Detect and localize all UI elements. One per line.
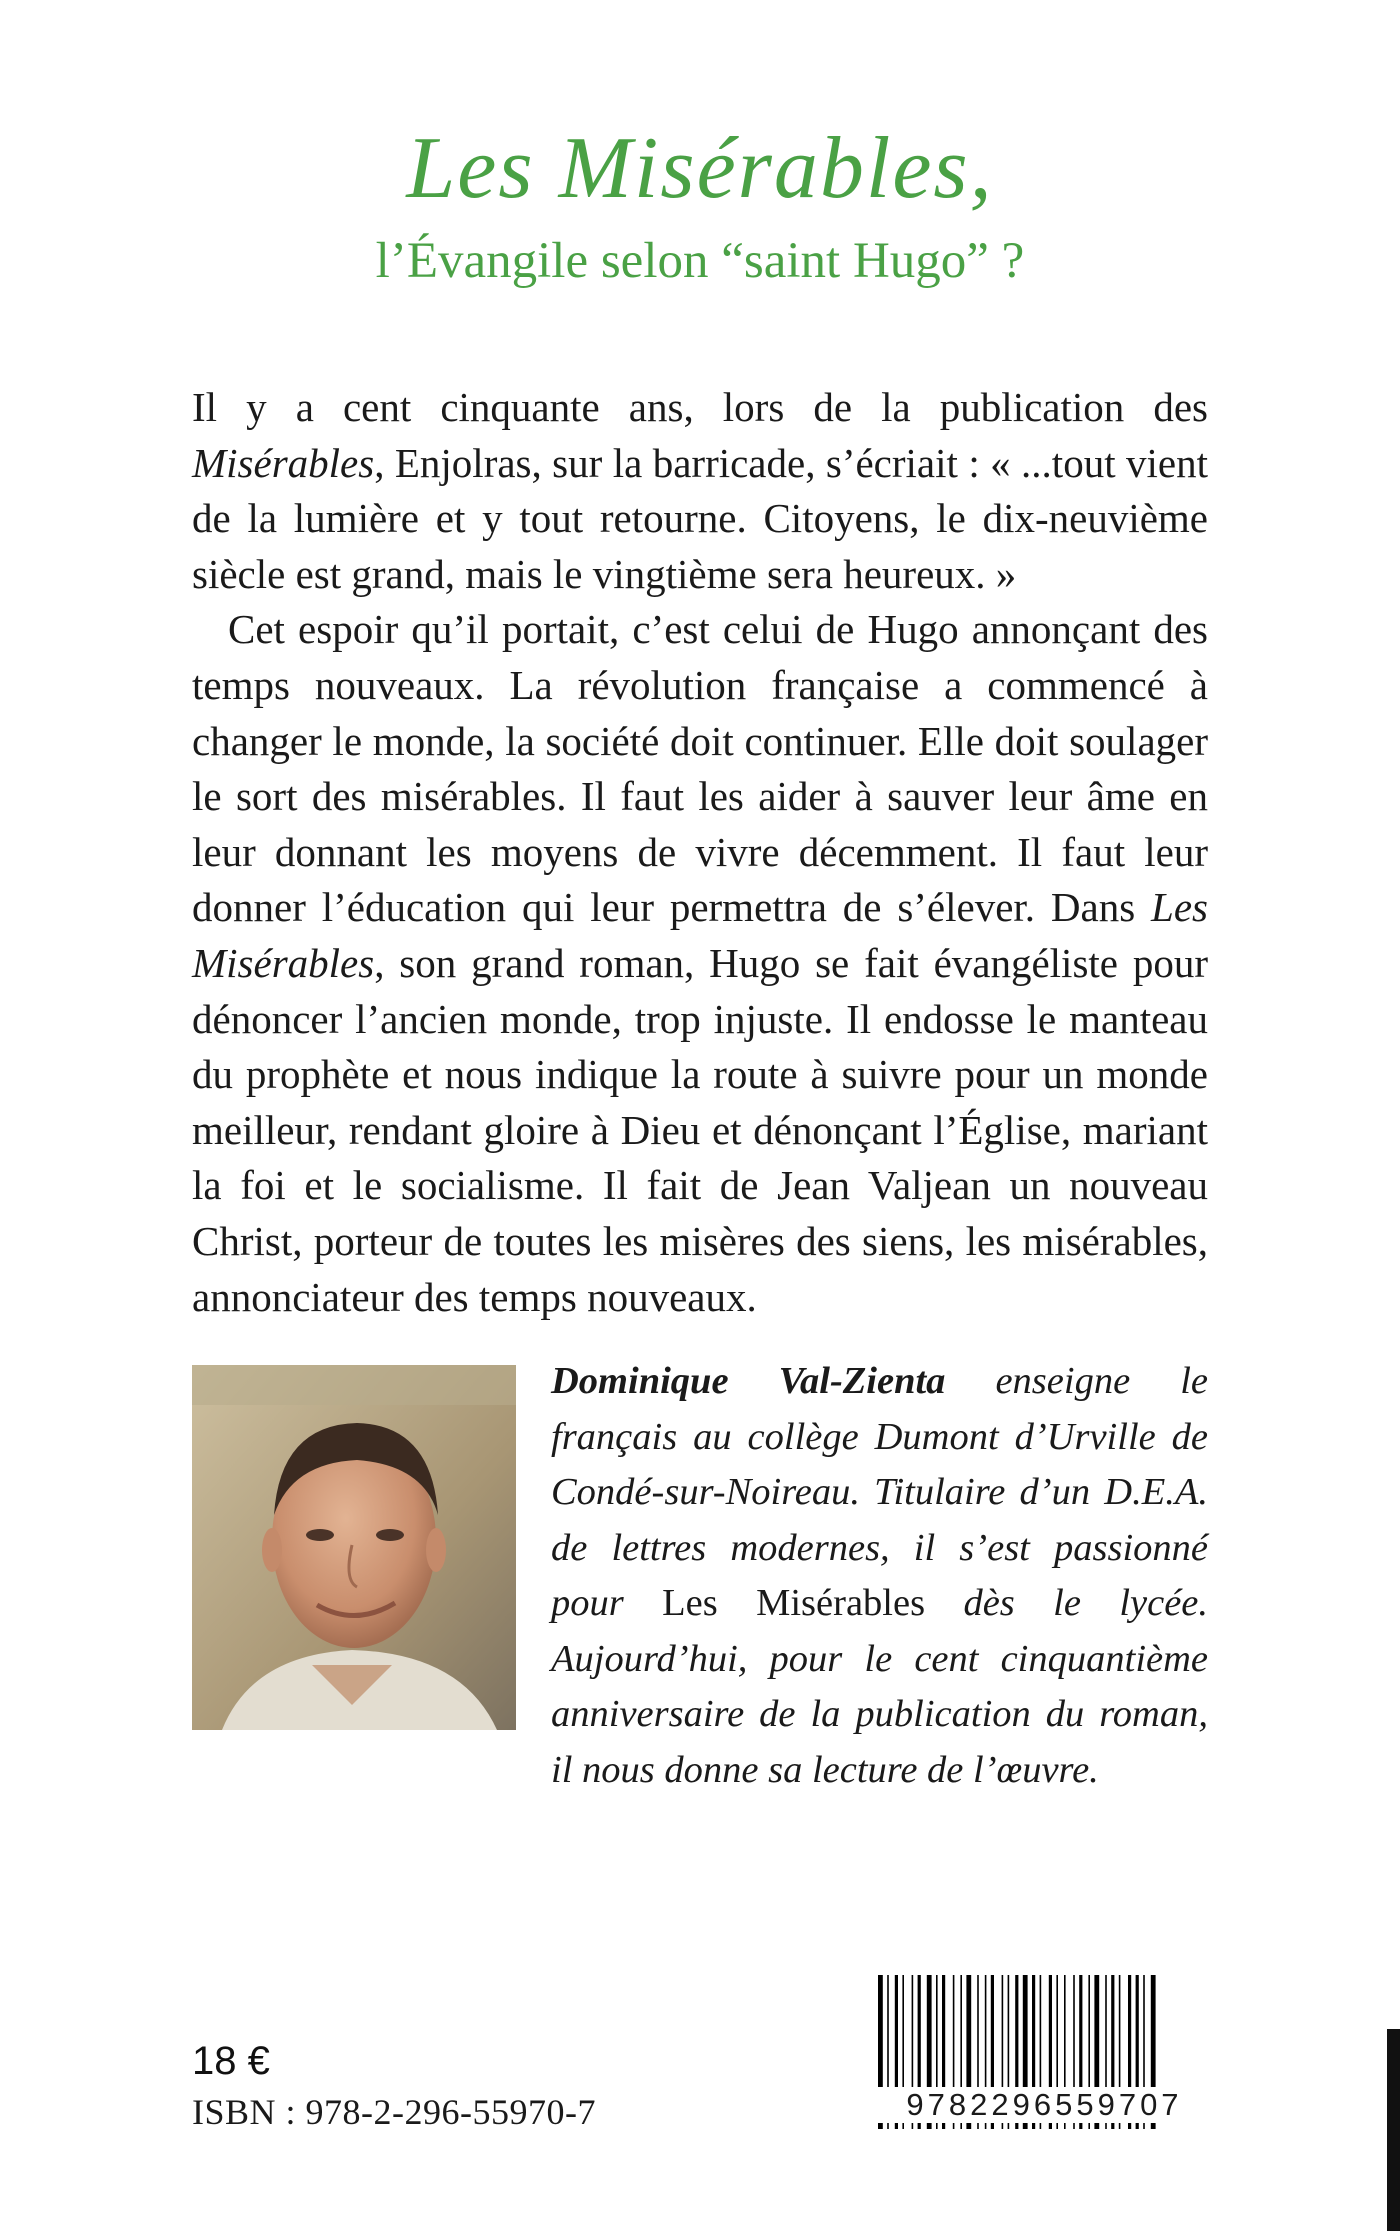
book-subtitle: l’Évangile selon “saint Hugo” ? [375,233,1025,289]
blurb-paragraph [192,602,1208,1325]
author-portrait-image [192,1365,516,1730]
blurb-text: Cet espoir qu’il portait, c’est celui de Hugo annonçant des temps nouveaux. La révolution française a commencé à changer le monde, la société doit continuer. Elle doit soulager le sort des misérables. Il faut les aider à sauver leur âme en leur donnant les moyens de vivre décemment. Il faut leur donner l’éducation qui leur permettra de s’élever. Dans [192,606,1208,931]
blurb-italic-title: Les Misérables [192,884,1208,986]
barcode-digits: 9782296559707 [876,2087,1213,2123]
back-cover-blurb [192,380,1208,1325]
bio-book-title: Les Misérables [662,1582,926,1624]
bio-text: enseigne le français au collège Dumont d’Urville de Condé-sur-Noireau. Titulaire d’un D.E.A. de lettres modernes, il s’est passionné pour [551,1360,1208,1624]
price-label: 18 € [192,2039,270,2083]
blurb-italic-title: Misérables [192,439,375,486]
blurb-text: Il y a cent cinquante ans, lors de la publication des [192,384,1208,430]
author-bio [551,1354,1208,1798]
author-name: Dominique Val-Zienta [551,1360,946,1402]
isbn-label: ISBN : 978-2-296-55970-7 [192,2092,596,2132]
blurb-text: , Enjolras, sur la barricade, s’écriait : « ...tout vient de la lumière et y tout retourne. Citoyens, le dix-neuvième siècle est grand, mais le vingtième sera heureux. » [192,439,1208,597]
blurb-text: , son grand roman, Hugo se fait évangéliste pour dénoncer l’ancien monde, trop injuste. Il endosse le manteau du prophète et nous indique la route à suivre pour un monde meilleur, rendant gloire à Dieu et dénonçant l’Église, mariant la foi et le socialisme. Il fait de Jean Valjean un nouveau Christ, porteur de toutes les misères des siens, les misérables, annonciateur des temps nouveaux. [192,939,1208,1320]
bio-text: dès le lycée. Aujourd’hui, pour le cent cinquantième anniversaire de la publication du roman, il nous donne sa lecture de l’œuvre. [551,1582,1209,1791]
blurb-paragraph [192,380,1208,602]
author-photo [192,1365,516,1730]
book-title: Les Misérables, [406,120,994,217]
edge-bar [1387,2029,1400,2231]
